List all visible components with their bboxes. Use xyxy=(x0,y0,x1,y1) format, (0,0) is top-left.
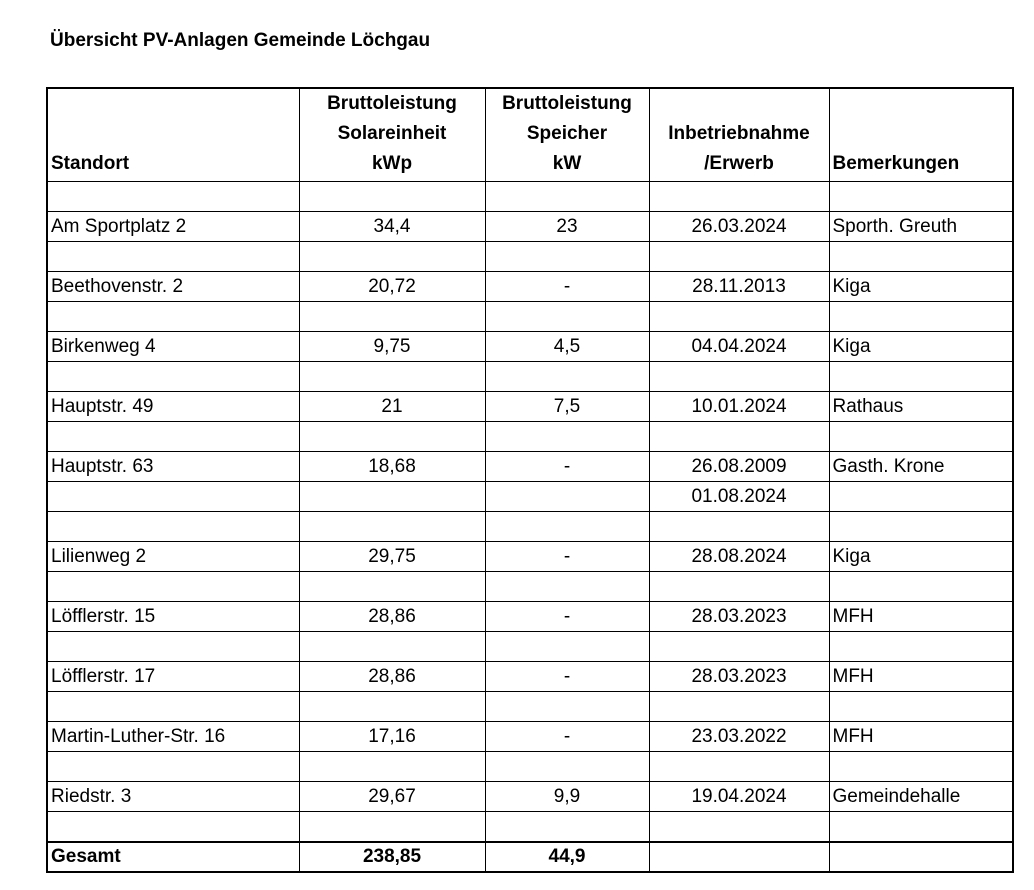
cell-speicher xyxy=(485,422,649,452)
col-header-speicher-line2: Speicher xyxy=(526,123,608,144)
cell-speicher xyxy=(485,752,649,782)
cell-bemerkungen: Rathaus xyxy=(829,392,1013,422)
cell-speicher: - xyxy=(485,722,649,752)
cell-solar xyxy=(299,242,485,272)
cell-bemerkungen: Gemeindehalle xyxy=(829,782,1013,812)
cell-inbetriebnahme: 28.08.2024 xyxy=(649,542,829,572)
col-header-speicher-line1: Bruttoleistung xyxy=(502,93,632,114)
cell-inbetriebnahme: 28.03.2023 xyxy=(649,662,829,692)
cell-bemerkungen xyxy=(829,752,1013,782)
cell-inbetriebnahme: 19.04.2024 xyxy=(649,782,829,812)
cell-standort: Hauptstr. 63 xyxy=(47,452,299,482)
cell-solar: 9,75 xyxy=(299,332,485,362)
cell-bemerkungen xyxy=(829,692,1013,722)
table-row xyxy=(47,782,1013,812)
cell-standort xyxy=(47,572,299,602)
cell-standort: Lilienweg 2 xyxy=(47,542,299,572)
cell-inbetriebnahme: 01.08.2024 xyxy=(649,482,829,512)
total-bemerkungen xyxy=(829,842,1013,872)
table-row xyxy=(47,392,1013,422)
table-row xyxy=(47,182,1013,212)
cell-speicher xyxy=(485,632,649,662)
cell-solar xyxy=(299,512,485,542)
cell-speicher xyxy=(485,482,649,512)
cell-standort xyxy=(47,302,299,332)
cell-standort: Beethovenstr. 2 xyxy=(47,272,299,302)
cell-standort xyxy=(47,812,299,842)
col-header-inbetriebnahme xyxy=(649,88,829,182)
col-header-solar xyxy=(299,88,485,182)
cell-inbetriebnahme: 28.11.2013 xyxy=(649,272,829,302)
cell-speicher xyxy=(485,182,649,212)
table-row xyxy=(47,302,1013,332)
cell-solar: 29,75 xyxy=(299,542,485,572)
col-header-bemerkungen: Bemerkungen xyxy=(829,88,1013,182)
cell-standort xyxy=(47,422,299,452)
total-speicher: 44,9 xyxy=(485,842,649,872)
col-header-solar-line2: Solareinheit xyxy=(337,123,447,144)
table-row xyxy=(47,632,1013,662)
table-row xyxy=(47,212,1013,242)
cell-bemerkungen xyxy=(829,632,1013,662)
cell-solar xyxy=(299,482,485,512)
cell-speicher: - xyxy=(485,272,649,302)
cell-bemerkungen: Sporth. Greuth xyxy=(829,212,1013,242)
cell-solar: 28,86 xyxy=(299,662,485,692)
cell-bemerkungen xyxy=(829,242,1013,272)
cell-standort: Birkenweg 4 xyxy=(47,332,299,362)
cell-inbetriebnahme: 28.03.2023 xyxy=(649,602,829,632)
table-row xyxy=(47,242,1013,272)
col-header-inbetriebnahme-line2: /Erwerb xyxy=(704,153,774,174)
cell-inbetriebnahme xyxy=(649,512,829,542)
cell-bemerkungen xyxy=(829,572,1013,602)
table-row xyxy=(47,272,1013,302)
cell-inbetriebnahme xyxy=(649,182,829,212)
total-row xyxy=(47,842,1013,872)
cell-solar: 29,67 xyxy=(299,782,485,812)
page-title: Übersicht PV-Anlagen Gemeinde Löchgau xyxy=(50,30,431,51)
cell-inbetriebnahme xyxy=(649,362,829,392)
table-row xyxy=(47,572,1013,602)
total-inbetriebnahme xyxy=(649,842,829,872)
table-row xyxy=(47,602,1013,632)
cell-bemerkungen xyxy=(829,362,1013,392)
col-header-speicher-unit: kW xyxy=(552,153,582,174)
col-header-solar-line1: Bruttoleistung xyxy=(327,93,457,114)
cell-solar: 21 xyxy=(299,392,485,422)
cell-bemerkungen xyxy=(829,482,1013,512)
cell-standort xyxy=(47,752,299,782)
cell-solar xyxy=(299,752,485,782)
cell-standort xyxy=(47,632,299,662)
cell-inbetriebnahme: 26.03.2024 xyxy=(649,212,829,242)
col-header-standort: Standort xyxy=(47,88,299,182)
cell-solar xyxy=(299,632,485,662)
cell-inbetriebnahme xyxy=(649,632,829,662)
cell-bemerkungen: MFH xyxy=(829,722,1013,752)
cell-speicher: 7,5 xyxy=(485,392,649,422)
table-row xyxy=(47,452,1013,482)
cell-standort: Am Sportplatz 2 xyxy=(47,212,299,242)
cell-speicher: 9,9 xyxy=(485,782,649,812)
table-row xyxy=(47,512,1013,542)
table-row xyxy=(47,542,1013,572)
cell-solar xyxy=(299,692,485,722)
cell-speicher xyxy=(485,512,649,542)
cell-standort: Martin-Luther-Str. 16 xyxy=(47,722,299,752)
cell-standort xyxy=(47,692,299,722)
cell-standort xyxy=(47,242,299,272)
cell-bemerkungen: Gasth. Krone xyxy=(829,452,1013,482)
cell-inbetriebnahme: 26.08.2009 xyxy=(649,452,829,482)
table-row xyxy=(47,422,1013,452)
cell-bemerkungen: MFH xyxy=(829,602,1013,632)
cell-solar xyxy=(299,422,485,452)
cell-inbetriebnahme xyxy=(649,692,829,722)
cell-inbetriebnahme xyxy=(649,572,829,602)
cell-inbetriebnahme: 10.01.2024 xyxy=(649,392,829,422)
table-row xyxy=(47,812,1013,842)
cell-bemerkungen xyxy=(829,182,1013,212)
cell-speicher: 23 xyxy=(485,212,649,242)
cell-inbetriebnahme xyxy=(649,302,829,332)
cell-standort: Riedstr. 3 xyxy=(47,782,299,812)
col-header-inbetriebnahme-line1: Inbetriebnahme xyxy=(668,123,810,144)
cell-bemerkungen: MFH xyxy=(829,662,1013,692)
col-header-solar-unit: kWp xyxy=(371,153,413,174)
cell-solar xyxy=(299,302,485,332)
cell-speicher: 4,5 xyxy=(485,332,649,362)
cell-solar: 20,72 xyxy=(299,272,485,302)
cell-bemerkungen: Kiga xyxy=(829,272,1013,302)
cell-solar xyxy=(299,182,485,212)
cell-speicher: - xyxy=(485,542,649,572)
cell-speicher: - xyxy=(485,602,649,632)
cell-standort xyxy=(47,482,299,512)
cell-inbetriebnahme xyxy=(649,752,829,782)
cell-solar xyxy=(299,362,485,392)
cell-solar: 28,86 xyxy=(299,602,485,632)
cell-solar xyxy=(299,812,485,842)
cell-bemerkungen xyxy=(829,422,1013,452)
cell-inbetriebnahme: 23.03.2022 xyxy=(649,722,829,752)
cell-speicher xyxy=(485,302,649,332)
cell-standort xyxy=(47,512,299,542)
cell-speicher: - xyxy=(485,662,649,692)
cell-speicher xyxy=(485,812,649,842)
cell-speicher xyxy=(485,692,649,722)
cell-standort: Löfflerstr. 17 xyxy=(47,662,299,692)
table-row xyxy=(47,362,1013,392)
cell-speicher xyxy=(485,572,649,602)
cell-bemerkungen xyxy=(829,512,1013,542)
cell-bemerkungen xyxy=(829,302,1013,332)
table-row xyxy=(47,662,1013,692)
table-body xyxy=(47,182,1013,842)
table-row xyxy=(47,482,1013,512)
cell-bemerkungen xyxy=(829,812,1013,842)
cell-standort: Löfflerstr. 15 xyxy=(47,602,299,632)
cell-speicher xyxy=(485,242,649,272)
cell-standort xyxy=(47,362,299,392)
cell-solar: 17,16 xyxy=(299,722,485,752)
cell-solar: 18,68 xyxy=(299,452,485,482)
cell-solar: 34,4 xyxy=(299,212,485,242)
cell-inbetriebnahme xyxy=(649,242,829,272)
cell-inbetriebnahme: 04.04.2024 xyxy=(649,332,829,362)
cell-inbetriebnahme xyxy=(649,812,829,842)
cell-bemerkungen: Kiga xyxy=(829,542,1013,572)
table-row xyxy=(47,752,1013,782)
total-label: Gesamt xyxy=(47,842,299,872)
header-row xyxy=(47,88,1013,182)
table-row xyxy=(47,332,1013,362)
table-row xyxy=(47,692,1013,722)
cell-inbetriebnahme xyxy=(649,422,829,452)
cell-standort: Hauptstr. 49 xyxy=(47,392,299,422)
pv-table xyxy=(46,87,1014,873)
cell-bemerkungen: Kiga xyxy=(829,332,1013,362)
table-row xyxy=(47,722,1013,752)
cell-speicher: - xyxy=(485,452,649,482)
cell-speicher xyxy=(485,362,649,392)
total-solar: 238,85 xyxy=(299,842,485,872)
cell-solar xyxy=(299,572,485,602)
cell-standort xyxy=(47,182,299,212)
col-header-speicher xyxy=(485,88,649,182)
